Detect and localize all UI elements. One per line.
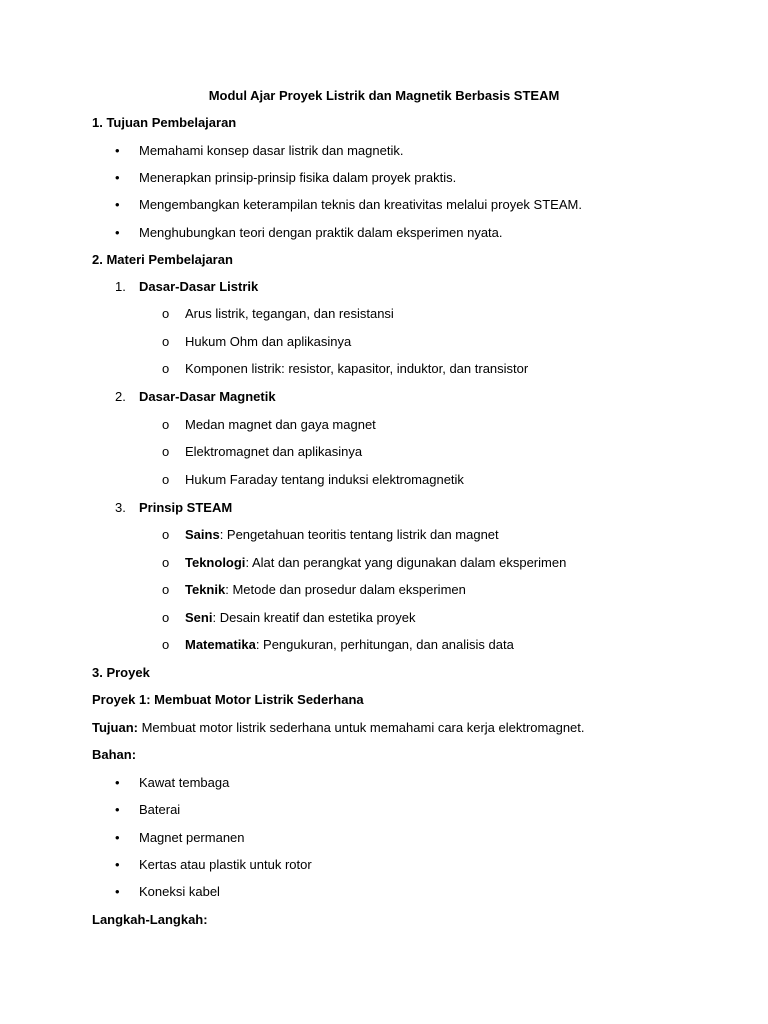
steam-item [185,555,566,571]
materials-label: Bahan: [92,747,137,762]
subsection-title: Dasar-Dasar Listrik [139,279,259,294]
bullet-marker: • [115,884,120,899]
sub-bullet-marker: o [162,527,170,542]
steps-label: Langkah-Langkah: [92,912,208,927]
list-item: Medan magnet dan gaya magnet [185,417,376,432]
list-item: Mengembangkan keterampilan teknis dan kreativitas melalui proyek STEAM. [139,197,582,212]
bullet-marker: • [115,830,120,845]
list-item: Arus listrik, tegangan, dan resistansi [185,306,394,321]
list-item: Menerapkan prinsip-prinsip fisika dalam proyek praktis. [139,170,457,185]
sub-bullet-marker: o [162,417,170,432]
section-1-heading: 1. Tujuan Pembelajaran [92,115,237,130]
material-item: Kertas atau plastik untuk rotor [139,857,312,872]
material-item: Kawat tembaga [139,775,230,790]
steam-item [185,582,466,598]
material-item: Baterai [139,802,181,817]
list-item: Memahami konsep dasar listrik dan magnetik. [139,143,404,158]
goal-text: Membuat motor listrik sederhana untuk memahami cara kerja elektromagnet. [137,720,585,735]
steam-term: Seni [185,610,213,625]
steam-item [185,637,514,653]
steam-item [185,610,416,626]
list-item: Menghubungkan teori dengan praktik dalam eksperimen nyata. [139,225,503,240]
steam-item [185,527,499,543]
material-item: Koneksi kabel [139,884,220,899]
bullet-marker: • [115,857,120,872]
bullet-marker: • [115,775,120,790]
list-item: Hukum Ohm dan aplikasinya [185,334,352,349]
bullet-marker: • [115,170,120,185]
steam-term: Teknik [185,582,226,597]
bullet-marker: • [115,197,120,212]
sub-bullet-marker: o [162,610,170,625]
section-3-heading: 3. Proyek [92,665,150,680]
sub-bullet-marker: o [162,472,170,487]
sub-bullet-marker: o [162,637,170,652]
list-number: 3. [115,500,126,515]
steam-term: Teknologi [185,555,246,570]
steam-term: Sains [185,527,220,542]
project-title: Proyek 1: Membuat Motor Listrik Sederhana [92,692,364,707]
material-item: Magnet permanen [139,830,245,845]
list-item: Elektromagnet dan aplikasinya [185,444,363,459]
list-item: Hukum Faraday tentang induksi elektromagnetik [185,472,464,487]
sub-bullet-marker: o [162,361,170,376]
sub-bullet-marker: o [162,334,170,349]
bullet-marker: • [115,225,120,240]
steam-desc: : Alat dan perangkat yang digunakan dalam eksperimen [245,555,567,570]
list-number: 2. [115,389,126,404]
steam-desc: : Pengetahuan teoritis tentang listrik dan magnet [219,527,499,542]
project-goal [92,720,585,736]
steam-desc: : Pengukuran, perhitungan, dan analisis data [255,637,514,652]
sub-bullet-marker: o [162,582,170,597]
sub-bullet-marker: o [162,555,170,570]
sub-bullet-marker: o [162,444,170,459]
list-item: Komponen listrik: resistor, kapasitor, induktor, dan transistor [185,361,529,376]
document-title: Modul Ajar Proyek Listrik dan Magnetik Berbasis STEAM [208,88,560,103]
goal-label: Tujuan: [92,720,138,735]
bullet-marker: • [115,802,120,817]
steam-desc: : Desain kreatif dan estetika proyek [212,610,416,625]
subsection-title: Prinsip STEAM [139,500,233,515]
bullet-marker: • [115,143,120,158]
list-number: 1. [115,279,126,294]
steam-term: Matematika [185,637,256,652]
section-2-heading: 2. Materi Pembelajaran [92,252,233,267]
steam-desc: : Metode dan prosedur dalam eksperimen [225,582,466,597]
subsection-title: Dasar-Dasar Magnetik [139,389,276,404]
sub-bullet-marker: o [162,306,170,321]
